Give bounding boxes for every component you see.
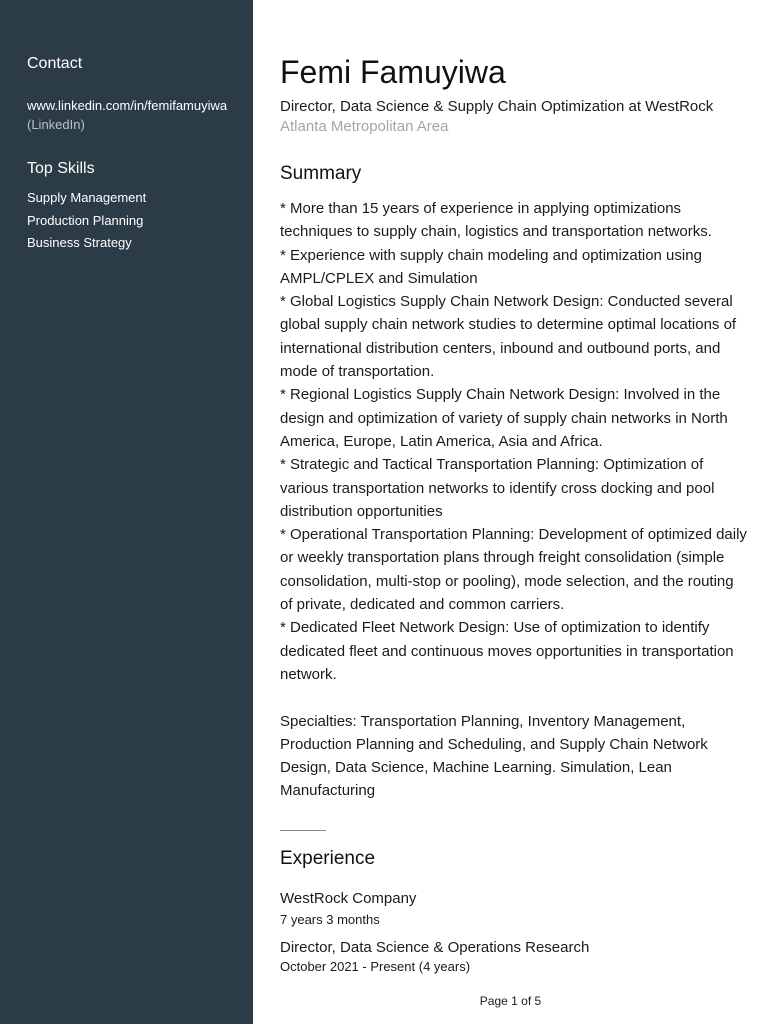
- top-skills-heading: Top Skills: [27, 160, 95, 177]
- skill-item: Supply Management: [27, 190, 147, 205]
- company-tenure: 7 years 3 months: [280, 912, 380, 927]
- specialties-paragraph: Specialties: Transportation Planning, Inventory Management, Production Planning and Scheduling, and Supply Chain Network Design, Data Science, Machine Learning. Simulation, Lean Manufacturing: [280, 712, 708, 800]
- profile-headline: Director, Data Science & Supply Chain Optimization at WestRock: [280, 98, 714, 115]
- summary-paragraph: * Strategic and Tactical Transportation Planning: Optimization of various transportation networks to identify cross docking and pool distribution opportunities: [280, 456, 715, 520]
- company-name: WestRock Company: [280, 890, 417, 907]
- summary-body: [280, 197, 750, 803]
- skill-item: Business Strategy: [27, 235, 132, 250]
- summary-paragraph: * Regional Logistics Supply Chain Network Design: Involved in the design and optimization of variety of supply chain networks in North America, Europe, Latin America, Asia and Africa.: [280, 386, 728, 450]
- profile-location: Atlanta Metropolitan Area: [280, 118, 449, 135]
- experience-heading: Experience: [280, 848, 376, 869]
- skill-item: Production Planning: [27, 212, 144, 228]
- summary-paragraph: * More than 15 years of experience in applying optimizations techniques to supply chain, logistics and transportation networks.: [280, 200, 712, 241]
- contact-heading: Contact: [27, 55, 83, 72]
- linkedin-label: (LinkedIn): [27, 117, 85, 132]
- sidebar: [0, 0, 253, 1024]
- summary-paragraph: * Global Logistics Supply Chain Network Design: Conducted several global supply chain network studies to determine optimal locations of international distribution centers, inbound and outbound ports, and mode of transportation.: [280, 293, 737, 381]
- linkedin-link[interactable]: www.linkedin.com/in/femifamuyiwa: [27, 98, 228, 113]
- summary-paragraph: * Dedicated Fleet Network Design: Use of optimization to identify dedicated fleet and continuous moves opportunities in transportation network.: [280, 619, 734, 683]
- role-dates: October 2021 - Present (4 years): [280, 959, 471, 974]
- profile-name: Femi Famuyiwa: [280, 54, 506, 90]
- paragraph-spacer: [280, 686, 750, 709]
- summary-paragraph: * Experience with supply chain modeling and optimization using AMPL/CPLEX and Simulation: [280, 246, 702, 287]
- skills-list: [27, 187, 146, 255]
- role-title: Director, Data Science & Operations Research: [280, 939, 590, 956]
- page-number: Page 1 of 5: [479, 994, 542, 1008]
- summary-paragraph: * Operational Transportation Planning: Development of optimized daily or weekly transportation plans through freight consolidation (simple consolidation, multi-stop or pooling), mode selection, and the routing of private, dedicated and common carriers.: [280, 526, 747, 614]
- summary-heading: Summary: [280, 163, 362, 184]
- section-divider: [280, 830, 326, 831]
